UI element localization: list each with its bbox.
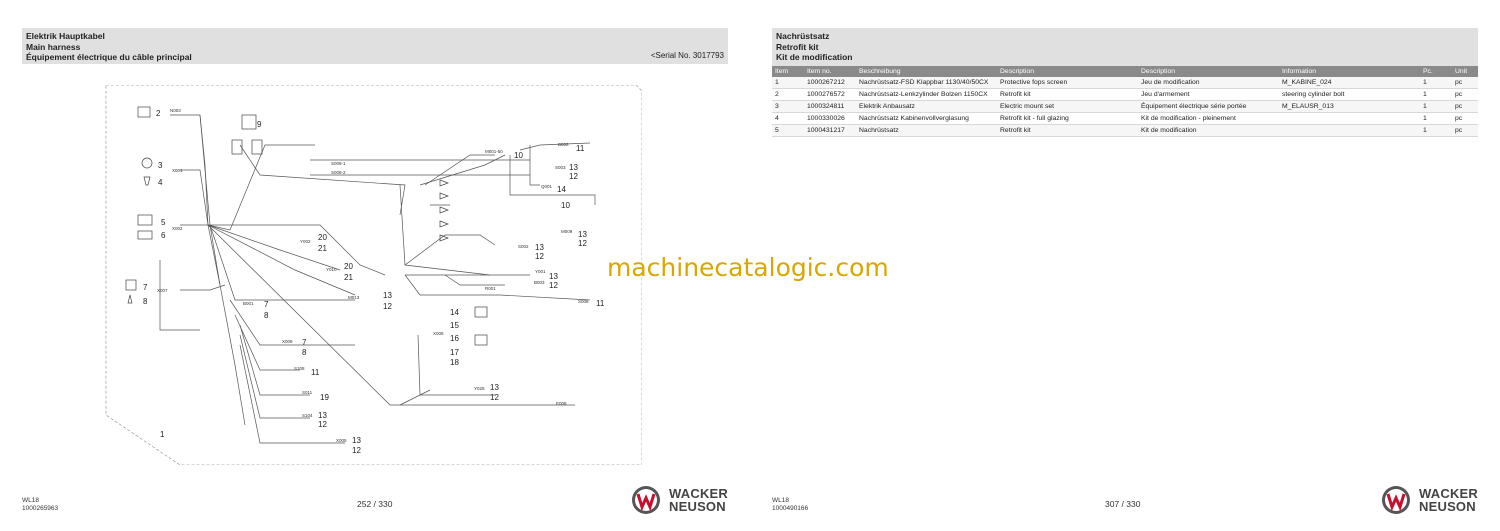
cell-item: 3: [772, 101, 804, 113]
label-b001: B001: [243, 301, 254, 306]
item-12g: 12: [535, 252, 544, 261]
item-13h: 13: [549, 272, 558, 281]
cell-unit: pc: [1452, 89, 1478, 101]
item-12b: 12: [352, 446, 361, 455]
header-title-de: Nachrüstsatz: [776, 31, 830, 41]
item-14: 14: [450, 308, 459, 317]
header-title-en: Main harness: [26, 41, 81, 52]
wiring-diagram: [100, 85, 642, 465]
logo-text-neuson: NEUSON: [669, 499, 726, 514]
label-b003: B003: [534, 280, 545, 285]
item-19: 19: [320, 393, 329, 402]
item-13f: 13: [578, 230, 587, 239]
item-13g: 13: [535, 243, 544, 252]
parts-table: [772, 66, 1478, 137]
relay-base-icon: [138, 231, 152, 239]
label-m009: M009: [561, 229, 573, 234]
assembly-number: 1: [160, 430, 165, 439]
col-beschreibung: Beschreibung: [856, 66, 997, 77]
model-name: WL18: [22, 497, 39, 504]
label-q001: Q001: [541, 184, 553, 189]
pin-icon: [128, 295, 132, 303]
label-s006: S006: [578, 299, 589, 304]
cell-description-fr: Jeu de modification: [1138, 77, 1279, 89]
col-unit: Unit: [1452, 66, 1478, 77]
header-title-fr: Équipement électrique du câble principal: [26, 52, 192, 62]
item-12h: 12: [549, 281, 558, 290]
cell-information: M_KABINE_024: [1279, 77, 1420, 89]
label-s008-1: S008-1: [331, 161, 346, 166]
cell-description-fr: Kit de modification: [1138, 125, 1279, 137]
item-12e: 12: [569, 172, 578, 181]
watermark-text: machinecatalogic.com: [607, 253, 889, 282]
cell-item-no: 1000330026: [804, 113, 856, 125]
item-11b: 11: [576, 144, 585, 153]
cell-unit: pc: [1452, 77, 1478, 89]
item-12d: 12: [490, 393, 499, 402]
table-row: [772, 77, 1478, 89]
label-x002: X002: [172, 226, 183, 231]
table-header-row: [772, 66, 1478, 77]
item-9: 9: [257, 120, 262, 129]
socket-16-icon: [475, 335, 487, 345]
label-e008: E008: [556, 401, 567, 406]
page-number: 252 / 330: [357, 499, 393, 509]
label-s003: S003: [555, 165, 566, 170]
item-15: 15: [450, 321, 459, 330]
label-x009: X009: [282, 339, 293, 344]
cell-beschreibung: Nachrüstsatz-FSD Klappbar 1130/40/50CX: [856, 77, 997, 89]
cell-beschreibung: Elektrik Anbausatz: [856, 101, 997, 113]
label-n003: N003: [170, 108, 181, 113]
cell-information: steering cylinder bolt: [1279, 89, 1420, 101]
label-x005: X005: [336, 438, 347, 443]
item-13: 13: [318, 411, 327, 420]
col-item: Item: [772, 66, 804, 77]
label-x007: X007: [157, 288, 168, 293]
logo-emblem-icon: [1381, 485, 1411, 515]
cell-description-fr: Kit de modification - pleinement: [1138, 113, 1279, 125]
switch-right-icon: [252, 140, 262, 154]
table-row: [772, 89, 1478, 101]
page-number: 307 / 330: [1105, 499, 1141, 509]
item-11c: 11: [596, 299, 605, 308]
cell-beschreibung: Nachrüstsatz Kabinenvollverglasung: [856, 113, 997, 125]
item-13b: 13: [352, 436, 361, 445]
page-header: [772, 28, 1478, 66]
cell-item: 1: [772, 77, 804, 89]
serial-number: <Serial No. 3017793: [650, 50, 724, 60]
cell-item-no: 1000267212: [804, 77, 856, 89]
cell-unit: pc: [1452, 113, 1478, 125]
cell-item: 2: [772, 89, 804, 101]
cell-item-no: 1000324811: [804, 101, 856, 113]
footer-model: [22, 497, 58, 513]
item-6: 6: [161, 231, 166, 240]
col-information: Information: [1279, 66, 1420, 77]
item-8b: 8: [264, 311, 269, 320]
item-16: 16: [450, 334, 459, 343]
cell-description-en: Protective fops screen: [997, 77, 1138, 89]
cell-pc: 1: [1420, 125, 1452, 137]
cell-pc: 1: [1420, 113, 1452, 125]
switch-left-icon: [232, 140, 242, 154]
terminal-icons: [440, 180, 448, 241]
item-11: 11: [311, 368, 320, 377]
cell-beschreibung: Nachrüstsatz: [856, 125, 997, 137]
item-17: 17: [450, 348, 459, 357]
table-row: [772, 125, 1478, 137]
item-7b: 7: [264, 300, 269, 309]
item-10b: 10: [561, 201, 570, 210]
logo-text-wacker: WACKER: [1419, 486, 1478, 501]
plug-icon: [126, 280, 136, 290]
label-m001-50: M001-50: [485, 149, 503, 154]
cell-description-en: Retrofit kit - full glazing: [997, 113, 1138, 125]
logo-text-wacker: WACKER: [669, 486, 728, 501]
label-y001: Y001: [535, 269, 546, 274]
cell-pc: 1: [1420, 89, 1452, 101]
fuse-icon: [144, 177, 150, 185]
switch-module-icon: [242, 115, 256, 129]
item-18: 18: [450, 358, 459, 367]
item-21: 21: [318, 244, 327, 253]
label-s008-2: S008-2: [331, 170, 346, 175]
socket-14-icon: [475, 307, 487, 317]
item-20: 20: [318, 233, 327, 242]
label-x001: X001: [172, 168, 183, 173]
col-description-fr: Description: [1138, 66, 1279, 77]
item-12c: 12: [383, 302, 392, 311]
item-8: 8: [143, 297, 148, 306]
page-header: [22, 28, 728, 64]
label-r001: R001: [485, 286, 496, 291]
header-title-en: Retrofit kit: [776, 41, 819, 52]
cell-pc: 1: [1420, 101, 1452, 113]
cell-information: M_ELAUSR_013: [1279, 101, 1420, 113]
cell-information: [1279, 113, 1420, 125]
item-4: 4: [158, 178, 163, 187]
item-10: 10: [514, 151, 523, 160]
wacker-neuson-logo: [1381, 485, 1478, 515]
cell-item-no: 1000431217: [804, 125, 856, 137]
logo-text-neuson: NEUSON: [1419, 499, 1476, 514]
item-14b: 14: [557, 185, 566, 194]
label-s104: S104: [302, 413, 313, 418]
item-12: 12: [318, 420, 327, 429]
col-description-en: Description: [997, 66, 1138, 77]
cell-description-en: Retrofit kit: [997, 125, 1138, 137]
cell-item-no: 1000276572: [804, 89, 856, 101]
cell-description-en: Retrofit kit: [997, 89, 1138, 101]
item-13d: 13: [490, 383, 499, 392]
label-s002: S002: [518, 244, 529, 249]
cell-description-fr: Jeu d'armement: [1138, 89, 1279, 101]
fuse-holder-icon: [142, 158, 152, 168]
header-title-de: Elektrik Hauptkabel: [26, 31, 105, 41]
label-m013: M013: [348, 295, 360, 300]
logo-emblem-icon: [631, 485, 661, 515]
table-row: [772, 101, 1478, 113]
relay-icon: [138, 215, 152, 225]
item-12f: 12: [578, 239, 587, 248]
label-y002: Y002: [300, 239, 311, 244]
item-13c: 13: [383, 291, 392, 300]
item-7: 7: [143, 283, 148, 292]
label-s011: S011: [302, 390, 313, 395]
cell-description-en: Electric mount set: [997, 101, 1138, 113]
cell-beschreibung: Nachrüstsatz-Lenkzylinder Bolzen 1150CX: [856, 89, 997, 101]
connector-icon: [138, 107, 150, 117]
table-row: [772, 113, 1478, 125]
label-b006: B006: [558, 142, 569, 147]
header-title-fr: Kit de modification: [776, 52, 853, 62]
model-name: WL18: [772, 497, 789, 504]
item-3: 3: [158, 161, 163, 170]
cell-description-fr: Équipement électrique série portée: [1138, 101, 1279, 113]
label-x006: X006: [433, 331, 444, 336]
cell-information: [1279, 125, 1420, 137]
label-s108: S108: [294, 366, 305, 371]
item-13e: 13: [569, 163, 578, 172]
cell-pc: 1: [1420, 77, 1452, 89]
item-5: 5: [161, 218, 166, 227]
cell-unit: pc: [1452, 125, 1478, 137]
item-2: 2: [156, 109, 161, 118]
item-7c: 7: [302, 338, 307, 347]
doc-number: 1000490166: [772, 505, 809, 512]
label-y025: Y025: [474, 386, 485, 391]
label-y010: Y010: [326, 267, 337, 272]
footer-model: [772, 497, 808, 513]
item-20b: 20: [344, 262, 353, 271]
wacker-neuson-logo: [631, 485, 728, 515]
col-item-no: Item no.: [804, 66, 856, 77]
item-21b: 21: [344, 273, 353, 282]
cell-item: 4: [772, 113, 804, 125]
cell-unit: pc: [1452, 101, 1478, 113]
col-pc: Pc.: [1420, 66, 1452, 77]
cell-item: 5: [772, 125, 804, 137]
doc-number: 1000265963: [22, 505, 59, 512]
item-8c: 8: [302, 348, 307, 357]
